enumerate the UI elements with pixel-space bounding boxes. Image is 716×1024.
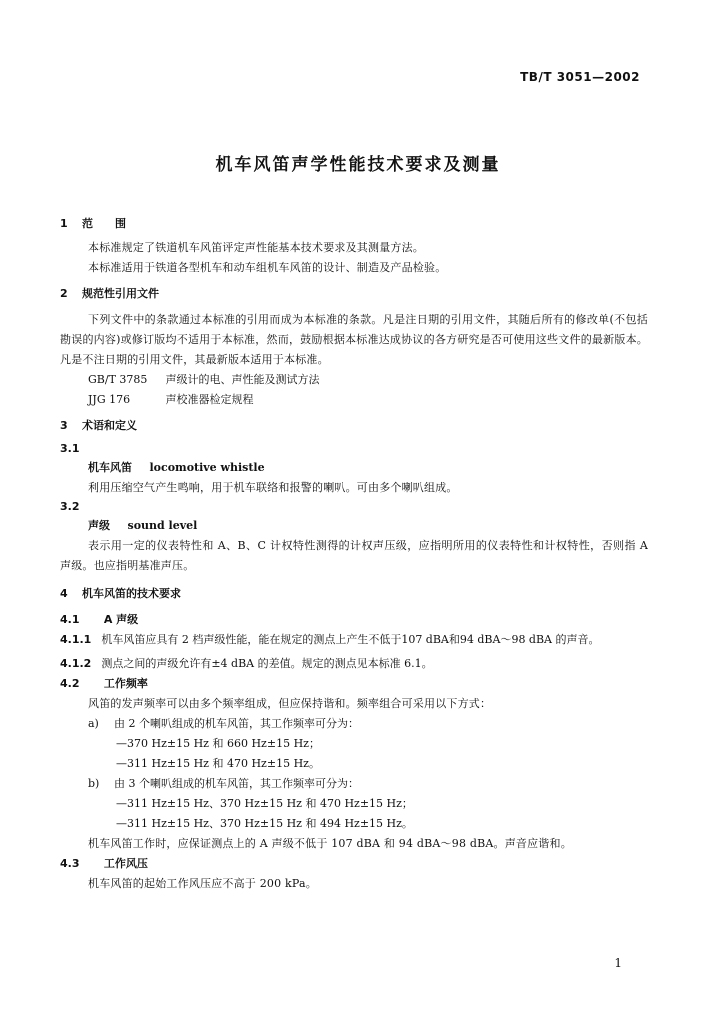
term-heading [60,458,648,478]
clause-number: 4.1.2 [60,657,92,670]
section-1-heading [60,214,648,234]
clause-text: 机车风笛应具有 2 档声级性能，能在规定的测点上产生不低于107 dBA和94 dBA～98 dBA 的声音。 [101,633,600,646]
list-text: 由 3 个喇叭组成的机车风笛，其工作频率可分为： [114,777,359,790]
subsection-title: 工作频率 [103,677,148,690]
subsection-title: 工作风压 [103,857,148,870]
subsection-4-2-heading [60,674,648,694]
list-text: 由 2 个喇叭组成的机车风笛，其工作频率可分为： [114,717,359,730]
subsection-number: 4.1 [60,613,80,626]
list-label: b) [88,777,100,790]
frequency-option: —311 Hz±15 Hz 和 470 Hz±15 Hz。 [116,757,320,770]
term-zh: 机车风笛 [88,461,132,474]
reference-item [60,390,648,410]
subsection-4-3-heading [60,854,648,874]
subsection-title: A 声级 [103,613,139,626]
clause-4-1-1 [60,630,648,650]
section-4-heading [60,584,648,604]
term-en: locomotive whistle [149,461,265,474]
clause-4-1-2 [60,654,648,674]
reference-code: JJG 176 [88,393,131,406]
section-title: 术语和定义 [82,419,137,432]
paragraph: 下列文件中的条款通过本标准的引用而成为本标准的条款。凡是注日期的引用文件，其随后所有的修改单(不包括勘误的内容)或修订版均不适用于本标准，然而，鼓励根据本标准达成协议的各方研究是否可使用这些文件的最新版本。凡是不注日期的引用文件，其最新版本适用于本标准。 [60,313,648,366]
section-3-heading [60,416,648,436]
paragraph: 本标准规定了铁道机车风笛评定声性能基本技术要求及其测量方法。 [88,241,424,254]
subsection-4-1-heading [60,610,648,630]
list-label: a) [88,717,99,730]
section-title: 规范性引用文件 [82,287,159,300]
frequency-option: —370 Hz±15 Hz 和 660 Hz±15 Hz； [116,737,320,750]
term-en: sound level [127,519,198,532]
term-definition: 利用压缩空气产生鸣响，用于机车联络和报警的喇叭。可由多个喇叭组成。 [88,481,458,494]
paragraph: 风笛的发声频率可以由多个频率组成，但应保持谐和。频率组合可采用以下方式： [88,697,492,710]
term-number: 3.1 [60,442,80,455]
list-item-a [60,714,648,734]
section-title: 范围 [82,217,148,230]
section-number: 3 [60,419,68,432]
document-body [60,214,648,894]
page-number: 1 [614,956,622,970]
term-definition: 表示用一定的仪表特性和 A、B、C 计权特性测得的计权声压级，应指明所用的仪表特性和计权特性，否则指 A 声级。也应指明基准声压。 [60,539,648,572]
term-heading [60,516,648,536]
term-number: 3.2 [60,500,80,513]
standard-code: TB/T 3051—2002 [520,70,640,84]
document-title: 机车风笛声学性能技术要求及测量 [215,155,501,175]
section-2-heading [60,284,648,304]
clause-text: 测点之间的声级允许有±4 dBA 的差值。规定的测点见本标准 6.1。 [101,657,433,670]
paragraph: 机车风笛工作时，应保证测点上的 A 声级不低于 107 dBA 和 94 dBA～98 dBA。声音应谐和。 [88,837,572,850]
section-number: 2 [60,287,68,300]
frequency-option: —311 Hz±15 Hz、370 Hz±15 Hz 和 494 Hz±15 Hz。 [116,817,413,830]
paragraph: 机车风笛的起始工作风压应不高于 200 kPa。 [88,877,317,890]
section-title: 机车风笛的技术要求 [82,587,181,600]
reference-code: GB/T 3785 [88,373,148,386]
reference-name: 声级计的电、声性能及测试方法 [165,373,320,386]
subsection-number: 4.2 [60,677,80,690]
frequency-option: —311 Hz±15 Hz、370 Hz±15 Hz 和 470 Hz±15 Hz； [116,797,413,810]
term-zh: 声级 [88,519,110,532]
subsection-number: 4.3 [60,857,80,870]
section-number: 4 [60,587,68,600]
reference-item [60,370,648,390]
section-number: 1 [60,217,68,230]
clause-number: 4.1.1 [60,633,92,646]
reference-name: 声校准器检定规程 [165,393,254,406]
paragraph: 本标准适用于铁道各型机车和动车组机车风笛的设计、制造及产品检验。 [88,261,447,274]
list-item-b [60,774,648,794]
